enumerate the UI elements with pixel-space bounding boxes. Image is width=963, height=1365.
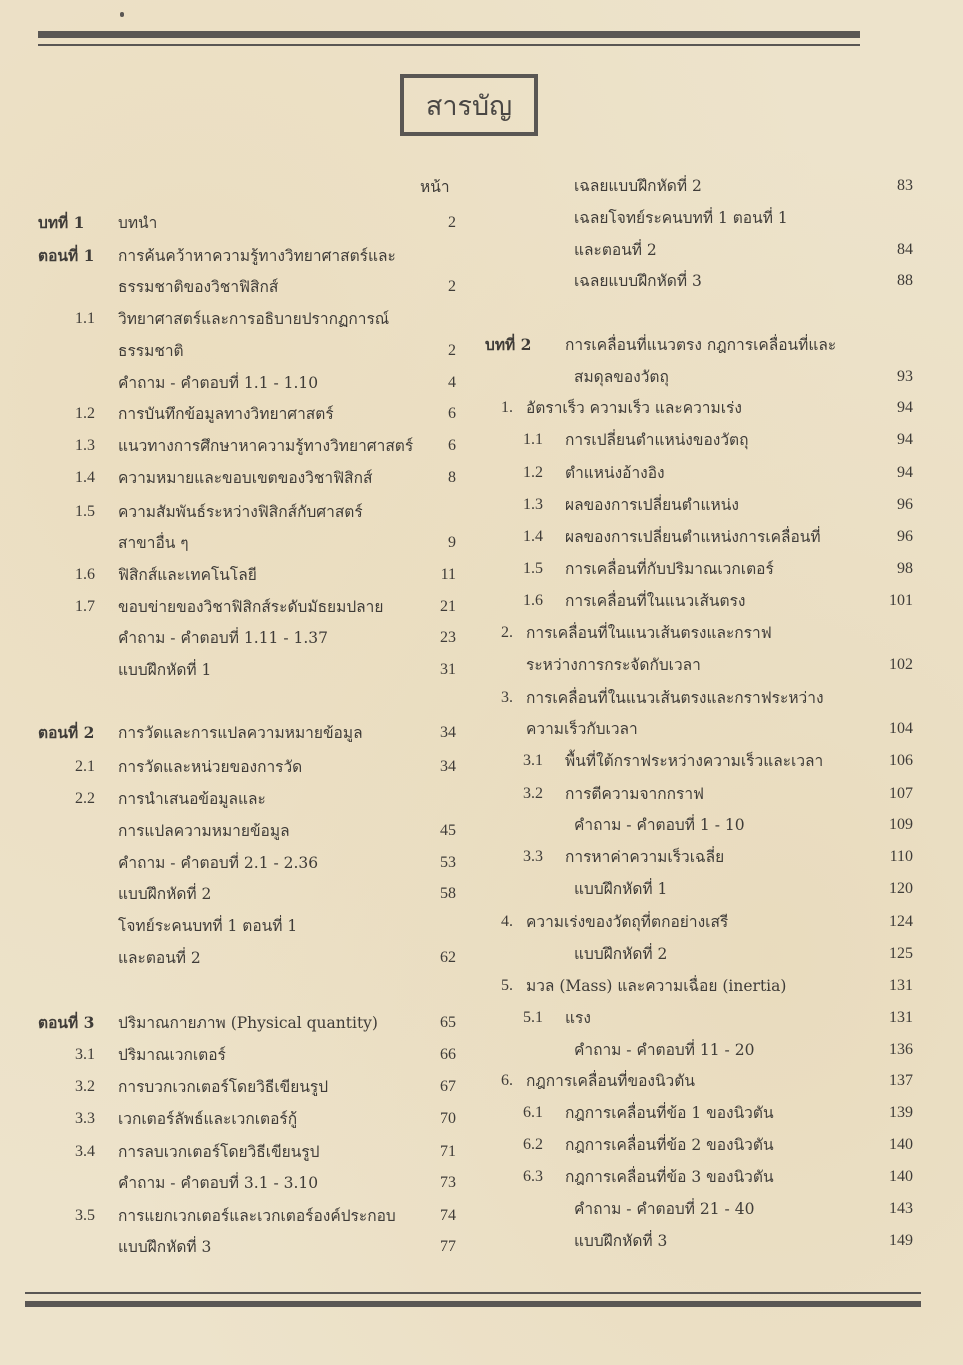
ink-speck (120, 12, 124, 17)
toc-entry-title[interactable]: ผลของการเปลี่ยนตำแหน่ง (565, 496, 739, 514)
top-rule-thick (38, 31, 860, 38)
toc-entry-title[interactable]: คำถาม - คำตอบที่ 3.1 - 3.10 (118, 1174, 319, 1192)
toc-entry-page: 98 (897, 560, 913, 577)
toc-entry (38, 623, 456, 653)
toc-entry-title[interactable]: การเคลื่อนที่ในแนวเส้นตรงและกราฟ (526, 624, 772, 642)
toc-entry-title[interactable]: แบบฝึกหัดที่ 3 (118, 1238, 212, 1256)
toc-entry-page: 53 (440, 854, 456, 871)
toc-entry-number: 1.7 (75, 598, 95, 615)
bottom-rule-thick (25, 1301, 921, 1307)
toc-entry (485, 842, 913, 872)
toc-entry-title[interactable]: ธรรมชาติ (118, 342, 184, 360)
toc-entry-title[interactable]: แบบฝึกหัดที่ 3 (574, 1232, 668, 1250)
toc-entry-number: 2.2 (75, 790, 95, 807)
toc-entry-page: 125 (889, 945, 913, 962)
toc-entry-title[interactable]: โจทย์ระคนบทที่ 1 ตอนที่ 1 (118, 917, 298, 935)
toc-entry-number: 6.3 (523, 1168, 543, 1185)
toc-entry-title[interactable]: คำถาม - คำตอบที่ 11 - 20 (574, 1041, 755, 1059)
toc-entry-number: 1.4 (523, 528, 543, 545)
toc-entry-page: 104 (889, 720, 913, 737)
toc-entry-page: 149 (889, 1232, 913, 1249)
toc-entry-page: 83 (897, 177, 913, 194)
toc-entry-page: 73 (440, 1174, 456, 1191)
toc-entry-page: 124 (889, 913, 913, 930)
toc-entry (38, 784, 456, 814)
toc-entry-number: 1.3 (75, 437, 95, 454)
toc-entry-page: 2 (448, 214, 456, 231)
toc-entry-title[interactable]: เฉลยแบบฝึกหัดที่ 2 (574, 177, 702, 195)
toc-entry-label: ตอนที่ 2 (38, 723, 95, 742)
toc-entry-page: 109 (889, 816, 913, 833)
toc-entry (38, 1072, 456, 1102)
toc-entry (38, 1232, 456, 1262)
toc-entry (485, 907, 913, 937)
toc-entry-title[interactable]: การบวกเวกเตอร์โดยวิธีเขียนรูป (118, 1078, 329, 1096)
toc-entry (485, 810, 913, 840)
toc-entry (38, 1168, 456, 1198)
toc-entry-number: 1.4 (75, 469, 95, 486)
bottom-rule-thin (25, 1292, 921, 1294)
toc-entry-page: 71 (440, 1143, 456, 1160)
toc-entry (38, 528, 456, 558)
toc-entry-title[interactable]: แบบฝึกหัดที่ 2 (574, 945, 668, 963)
toc-entry (485, 330, 913, 360)
toc-entry-title[interactable]: ความเร็วกับเวลา (526, 720, 638, 738)
toc-entry-label: บทที่ 2 (485, 335, 532, 354)
toc-entry (38, 1201, 456, 1231)
toc-entry-number: 1.1 (523, 431, 543, 448)
toc-entry-number: 1.2 (75, 405, 95, 422)
toc-entry-title[interactable]: การแปลความหมายข้อมูล (118, 822, 290, 840)
toc-entry-title[interactable]: การบันทึกข้อมูลทางวิทยาศาสตร์ (118, 405, 334, 423)
toc-entry (485, 393, 913, 423)
toc-entry-page: 139 (889, 1104, 913, 1121)
toc-entry (485, 362, 913, 392)
top-rule-thin (38, 44, 860, 46)
toc-entry-number: 3.1 (75, 1046, 95, 1063)
toc-entry (38, 752, 456, 782)
toc-entry (485, 746, 913, 776)
toc-entry-label: ตอนที่ 1 (38, 246, 95, 265)
toc-entry-page: 140 (889, 1136, 913, 1153)
toc-entry-title[interactable]: และตอนที่ 2 (574, 241, 657, 259)
toc-entry-number: 1.1 (75, 310, 95, 327)
toc-entry-page: 93 (897, 368, 913, 385)
toc-entry-title[interactable]: ตำแหน่งอ้างอิง (565, 464, 665, 482)
toc-entry-label: บทที่ 1 (38, 213, 85, 232)
toc-entry-page: 106 (889, 752, 913, 769)
toc-entry-title[interactable]: กฎการเคลื่อนที่ข้อ 1 ของนิวตัน (565, 1104, 774, 1122)
toc-entry-page: 120 (889, 880, 913, 897)
toc-entry-number: 1.3 (523, 496, 543, 513)
toc-entry (485, 490, 913, 520)
toc-entry-label: ตอนที่ 3 (38, 1013, 95, 1032)
toc-entry (38, 1040, 456, 1070)
toc-entry (485, 714, 913, 744)
toc-entry-title[interactable]: แนวทางการศึกษาหาความรู้ทางวิทยาศาสตร์ (118, 437, 414, 455)
toc-entry-title[interactable]: แรง (565, 1009, 591, 1027)
toc-entry (485, 1226, 913, 1256)
toc-entry-title[interactable]: กฎการเคลื่อนที่ข้อ 3 ของนิวตัน (565, 1168, 774, 1186)
toc-entry-title[interactable]: การหาค่าความเร็วเฉลี่ย (565, 848, 725, 866)
toc-entry-title[interactable]: ฟิสิกส์และเทคโนโลยี (118, 566, 257, 584)
toc-entry-title[interactable]: สาขาอื่น ๆ (118, 534, 189, 552)
toc-entry-number: 6. (501, 1072, 513, 1089)
toc-entry-title[interactable]: คำถาม - คำตอบที่ 21 - 40 (574, 1200, 755, 1218)
page-title: สารบัญ (400, 74, 538, 136)
toc-entry-page: 67 (440, 1078, 456, 1095)
toc-entry-page: 62 (440, 949, 456, 966)
toc-entry (485, 779, 913, 809)
toc-entry-page: 45 (440, 822, 456, 839)
toc-entry-page: 31 (440, 661, 456, 678)
toc-entry-number: 3.2 (523, 785, 543, 802)
toc-entry-number: 3.3 (75, 1110, 95, 1127)
toc-entry (485, 971, 913, 1001)
toc-entry-page: 110 (889, 848, 913, 865)
toc-entry (485, 939, 913, 969)
toc-entry-page: 23 (440, 629, 456, 646)
toc-entry-title[interactable]: มวล (Mass) และความเฉื่อย (inertia) (526, 977, 787, 995)
toc-entry-title[interactable]: คำถาม - คำตอบที่ 1.1 - 1.10 (118, 374, 319, 392)
toc-entry-number: 3.4 (75, 1143, 95, 1160)
toc-entry-page: 88 (897, 272, 913, 289)
toc-entry (38, 560, 456, 590)
toc-entry-page: 131 (889, 977, 913, 994)
toc-entry-page: 4 (448, 374, 456, 391)
toc-entry-title[interactable]: ธรรมชาติของวิชาฟิสิกส์ (118, 278, 279, 296)
toc-entry (38, 241, 456, 271)
toc-entry (38, 848, 456, 878)
toc-entry-title[interactable]: การตีความจากกราฟ (565, 785, 705, 803)
toc-entry-title[interactable]: วิทยาศาสตร์และการอธิบายปรากฏการณ์ (118, 310, 390, 328)
toc-entry-title[interactable]: เวกเตอร์ลัพธ์และเวกเตอร์กู้ (118, 1110, 298, 1128)
toc-entry (38, 655, 456, 685)
toc-entry-number: 1.2 (523, 464, 543, 481)
toc-entry-page: 21 (440, 598, 456, 615)
toc-entry-number: 1.5 (523, 560, 543, 577)
toc-entry-number: 5. (501, 977, 513, 994)
toc-entry-page: 102 (889, 656, 913, 673)
toc-entry-title[interactable]: บทนำ (118, 214, 158, 232)
toc-entry (485, 1162, 913, 1192)
toc-entry-number: 3. (501, 689, 513, 706)
toc-entry-page: 96 (897, 496, 913, 513)
toc-entry-page: 96 (897, 528, 913, 545)
toc-entry-title[interactable]: เฉลยแบบฝึกหัดที่ 3 (574, 272, 702, 290)
toc-entry-page: 6 (448, 437, 456, 454)
toc-entry-title[interactable]: การเคลื่อนที่กับปริมาณเวกเตอร์ (565, 560, 774, 578)
toc-entry-title[interactable]: ความเร่งของวัตถุที่ตกอย่างเสรี (526, 913, 729, 931)
toc-entry-number: 2.1 (75, 758, 95, 775)
toc-entry-title[interactable]: การเคลื่อนที่ในแนวเส้นตรงและกราฟระหว่าง (526, 689, 824, 707)
toc-entry-title[interactable]: ความสัมพันธ์ระหว่างฟิสิกส์กับศาสตร์ (118, 503, 363, 521)
toc-entry-title[interactable]: การวัดและการแปลความหมายข้อมูล (118, 724, 363, 742)
toc-entry-title[interactable]: ปริมาณกายภาพ (Physical quantity) (118, 1014, 378, 1032)
toc-entry (38, 463, 456, 493)
toc-entry (38, 368, 456, 398)
toc-entry-page: 131 (889, 1009, 913, 1026)
toc-entry-title[interactable]: การค้นคว้าหาความรู้ทางวิทยาศาสตร์และ (118, 247, 396, 265)
toc-entry (485, 1035, 913, 1065)
toc-entry-number: 3.3 (523, 848, 543, 865)
toc-entry-title[interactable]: การเคลื่อนที่ในแนวเส้นตรง (565, 592, 746, 610)
toc-entry-title[interactable]: ระหว่างการกระจัดกับเวลา (526, 656, 701, 674)
toc-entry-title[interactable]: การแยกเวกเตอร์และเวกเตอร์องค์ประกอบ (118, 1207, 396, 1225)
toc-entry-title[interactable]: คำถาม - คำตอบที่ 1 - 10 (574, 816, 745, 834)
toc-entry-title[interactable]: อัตราเร็ว ความเร็ว และความเร่ง (526, 399, 742, 417)
toc-entry (485, 650, 913, 680)
toc-entry-page: 77 (440, 1238, 456, 1255)
toc-entry-title[interactable]: ขอบข่ายของวิชาฟิสิกส์ระดับมัธยมปลาย (118, 598, 384, 616)
toc-entry (485, 874, 913, 904)
toc-entry-page: 70 (440, 1110, 456, 1127)
toc-entry (485, 1194, 913, 1224)
toc-entry-page: 74 (440, 1207, 456, 1224)
toc-entry (485, 586, 913, 616)
toc-entry (485, 235, 913, 265)
toc-entry-page: 101 (889, 592, 913, 609)
toc-entry (38, 272, 456, 302)
toc-entry-number: 1. (501, 399, 513, 416)
toc-entry (485, 1066, 913, 1096)
toc-entry (38, 592, 456, 622)
toc-entry-page: 94 (897, 431, 913, 448)
toc-entry-page: 137 (889, 1072, 913, 1089)
toc-entry-page: 9 (448, 534, 456, 551)
toc-entry (38, 399, 456, 429)
toc-entry-title[interactable]: แบบฝึกหัดที่ 2 (118, 885, 212, 903)
toc-entry (38, 911, 456, 941)
toc-entry-page: 34 (440, 758, 456, 775)
toc-entry-title[interactable]: และตอนที่ 2 (118, 949, 201, 967)
toc-entry (485, 554, 913, 584)
toc-entry (38, 718, 456, 748)
toc-entry (485, 1003, 913, 1033)
toc-entry-number: 3.5 (75, 1207, 95, 1224)
toc-entry-number: 1.5 (75, 503, 95, 520)
toc-entry-page: 84 (897, 241, 913, 258)
toc-entry (38, 497, 456, 527)
toc-entry (485, 683, 913, 713)
toc-entry (38, 816, 456, 846)
toc-entry-page: 140 (889, 1168, 913, 1185)
toc-entry-page: 94 (897, 464, 913, 481)
toc-entry-page: 34 (440, 724, 456, 741)
toc-entry-page: 65 (440, 1014, 456, 1031)
toc-entry-title[interactable]: การนำเสนอข้อมูลและ (118, 790, 266, 808)
toc-entry-title[interactable]: แบบฝึกหัดที่ 1 (574, 880, 668, 898)
toc-entry (38, 879, 456, 909)
toc-entry-title[interactable]: ผลของการเปลี่ยนตำแหน่งการเคลื่อนที่ (565, 528, 821, 546)
toc-entry-title[interactable]: คำถาม - คำตอบที่ 2.1 - 2.36 (118, 854, 319, 872)
toc-entry-number: 6.1 (523, 1104, 543, 1121)
toc-entry-number: 1.6 (523, 592, 543, 609)
toc-entry-number: 2. (501, 624, 513, 641)
toc-entry (38, 1008, 456, 1038)
toc-entry (38, 1104, 456, 1134)
toc-entry-page: 6 (448, 405, 456, 422)
toc-entry-title[interactable]: การวัดและหน่วยของการวัด (118, 758, 303, 776)
toc-entry-number: 3.1 (523, 752, 543, 769)
toc-entry (485, 1130, 913, 1160)
toc-entry-page: 2 (448, 342, 456, 359)
toc-entry (485, 266, 913, 296)
toc-entry-title[interactable]: การเปลี่ยนตำแหน่งของวัตถุ (565, 431, 749, 449)
toc-entry-page: 8 (448, 469, 456, 486)
toc-entry-page: 107 (889, 785, 913, 802)
toc-entry-title[interactable]: ความหมายและขอบเขตของวิชาฟิสิกส์ (118, 469, 373, 487)
toc-entry-page: 143 (889, 1200, 913, 1217)
toc-entry-title[interactable]: เฉลยโจทย์ระคนบทที่ 1 ตอนที่ 1 (574, 209, 788, 227)
toc-entry (485, 425, 913, 455)
toc-entry-title[interactable]: คำถาม - คำตอบที่ 1.11 - 1.37 (118, 629, 329, 647)
toc-entry (38, 943, 456, 973)
toc-entry-page: 136 (889, 1041, 913, 1058)
toc-entry-title[interactable]: การเคลื่อนที่แนวตรง กฎการเคลื่อนที่และ (565, 336, 837, 354)
toc-entry-title[interactable]: การลบเวกเตอร์โดยวิธีเขียนรูป (118, 1143, 320, 1161)
toc-entry-title[interactable]: สมดุลของวัตถุ (574, 368, 669, 386)
toc-entry-title[interactable]: กฎการเคลื่อนที่ข้อ 2 ของนิวตัน (565, 1136, 774, 1154)
toc-entry-page: 66 (440, 1046, 456, 1063)
toc-entry (485, 171, 913, 201)
toc-entry (485, 458, 913, 488)
toc-entry (485, 203, 913, 233)
toc-entry (38, 1137, 456, 1167)
toc-entry-number: 6.2 (523, 1136, 543, 1153)
toc-entry-number: 1.6 (75, 566, 95, 583)
page-column-header: หน้า (420, 178, 450, 196)
toc-entry-number: 5.1 (523, 1009, 543, 1026)
toc-entry (485, 618, 913, 648)
toc-entry-page: 11 (440, 566, 456, 583)
toc-entry (485, 522, 913, 552)
toc-entry-page: 94 (897, 399, 913, 416)
toc-entry (38, 304, 456, 334)
toc-entry-page: 2 (448, 278, 456, 295)
toc-entry (38, 336, 456, 366)
toc-entry (38, 431, 456, 461)
toc-entry-title[interactable]: กฎการเคลื่อนที่ของนิวตัน (526, 1072, 695, 1090)
toc-entry (38, 208, 456, 238)
toc-entry-title[interactable]: ปริมาณเวกเตอร์ (118, 1046, 226, 1064)
toc-entry-title[interactable]: แบบฝึกหัดที่ 1 (118, 661, 212, 679)
toc-entry (485, 1098, 913, 1128)
toc-entry-title[interactable]: พื้นที่ใต้กราฟระหว่างความเร็วและเวลา (565, 752, 824, 770)
toc-entry-number: 4. (501, 913, 513, 930)
toc-entry-number: 3.2 (75, 1078, 95, 1095)
toc-entry-page: 58 (440, 885, 456, 902)
